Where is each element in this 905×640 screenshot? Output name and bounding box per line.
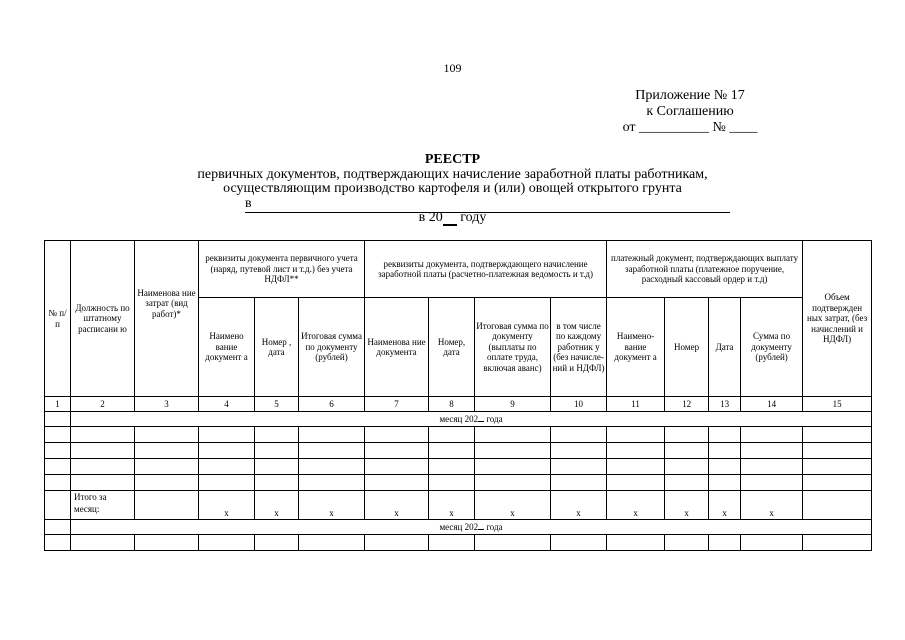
header-group-payment-doc: платежный документ, подтверждающих выплату заработной платы (платежное поручение, расходный кассовый ордер и т.д) [607, 241, 803, 298]
x-mark: х [299, 491, 365, 520]
month-header-row [45, 520, 872, 535]
column-number: 1 [45, 397, 71, 412]
column-number: 9 [475, 397, 551, 412]
month-header-row [45, 412, 872, 427]
column-number: 15 [803, 397, 872, 412]
x-mark: х [199, 491, 255, 520]
header-g3-name: Наимено- вание документ а [607, 298, 665, 397]
column-number: 10 [551, 397, 607, 412]
table-row [45, 535, 872, 551]
header-g3-sum: Сумма по документу (рублей) [741, 298, 803, 397]
appendix-block [560, 88, 820, 136]
header-group-salary-doc: реквизиты документа, подтверждающего начисление заработной платы (расчетно-платежная ведомость и т.д) [365, 241, 607, 298]
month-label: месяц 202 года [71, 520, 872, 535]
column-number: 7 [365, 397, 429, 412]
table-row [45, 475, 872, 491]
header-g2-total: Итоговая сумма по документу (выплаты по оплате труда, включая аванс) [475, 298, 551, 397]
table-row [45, 459, 872, 475]
header-g1-total: Итоговая сумма по документу (рублей) [299, 298, 365, 397]
x-mark: х [709, 491, 741, 520]
column-number: 13 [709, 397, 741, 412]
month-label: месяц 202 года [71, 412, 872, 427]
appendix-line-2: к Соглашению [646, 104, 734, 119]
column-number: 11 [607, 397, 665, 412]
header-position: Должность по штатному расписани ю [71, 241, 135, 397]
total-label: Итого за месяц: [71, 491, 135, 520]
x-mark: х [665, 491, 709, 520]
header-g1-name: Наимено вание документ а [199, 298, 255, 397]
year-blank [443, 212, 457, 226]
title-line-2: осуществляющим производство картофеля и (или) овощей открытого грунта [223, 181, 682, 196]
appendix-line-3: от __________ № ____ [622, 120, 758, 135]
header-g3-number: Номер [665, 298, 709, 397]
page-number: 109 [443, 61, 462, 75]
recipient-prefix: в [245, 196, 252, 211]
x-mark: х [607, 491, 665, 520]
header-g1-number: Номер , дата [255, 298, 299, 397]
header-group-primary-doc: реквизиты документа первичного учета (наряд, путевой лист и т.д.) без учета НДФЛ** [199, 241, 365, 298]
table-row [45, 427, 872, 443]
x-mark: х [429, 491, 475, 520]
header-g3-date: Дата [709, 298, 741, 397]
title-line-1: первичных документов, подтверждающих начисление заработной платы работникам, [197, 167, 708, 182]
header-num: № п/ п [45, 241, 71, 397]
x-mark: х [365, 491, 429, 520]
x-mark: х [741, 491, 803, 520]
x-mark: х [551, 491, 607, 520]
table-cell [45, 520, 71, 535]
header-g2-per-worker: в том числе по каждому работник у (без начисле- ний и НДФЛ) [551, 298, 607, 397]
column-number: 3 [135, 397, 199, 412]
table-row [45, 443, 872, 459]
column-number: 2 [71, 397, 135, 412]
year-suffix: году [456, 210, 487, 225]
x-mark: х [255, 491, 299, 520]
table-cell [45, 412, 71, 427]
header-cost-name: Наименова ние затрат (вид работ)* [135, 241, 199, 397]
column-number-row [45, 397, 872, 412]
total-row [45, 491, 872, 520]
column-number: 5 [255, 397, 299, 412]
header-g2-name: Наименова ние документа [365, 298, 429, 397]
column-number: 8 [429, 397, 475, 412]
header-row-1 [45, 241, 872, 298]
year-line [0, 210, 905, 226]
title-main: РЕЕСТР [424, 152, 481, 167]
header-volume: Объем подтвержден ных затрат, (без начислений и НДФЛ) [803, 241, 872, 397]
header-g2-number: Номер, дата [429, 298, 475, 397]
column-number: 14 [741, 397, 803, 412]
column-number: 12 [665, 397, 709, 412]
year-prefix: в 20 [418, 210, 443, 225]
column-number: 6 [299, 397, 365, 412]
document-title [0, 152, 905, 196]
registry-table [44, 240, 872, 551]
column-number: 4 [199, 397, 255, 412]
appendix-line-1: Приложение № 17 [635, 88, 745, 103]
x-mark: х [475, 491, 551, 520]
